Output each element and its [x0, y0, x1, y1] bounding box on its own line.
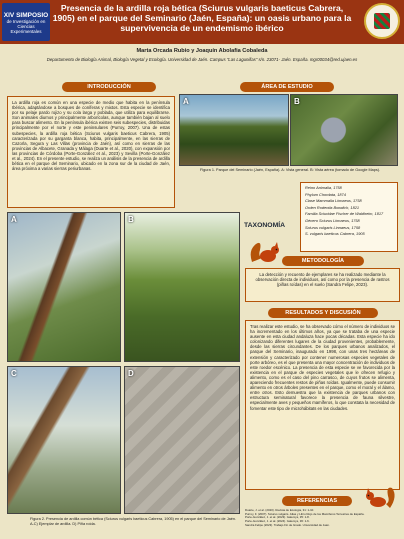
reference-item: Sandra Felipe (2023). Trabajo Fin de Grado. Universidad de Jaén. — [245, 522, 330, 527]
reference-item: Porte-González, J. et al. (2023). Galemys, 35: 1-8. — [245, 515, 310, 520]
figure2-photo-b — [124, 212, 240, 362]
poster-title: Presencia de la ardilla roja bética (Sciurus vulgaris baeticus Cabrera, 1905) en el parque del Seminario (Jaén, España): un oasis urbano para la supervivencia de un endemismo ibérico — [52, 3, 352, 34]
affiliation: Departamento de Biología Animal, Biología Vegetal y Ecología. Universidad de Jaén. Campus "Las Lagunillas" s/n. 23071- Jaén. España. mgr00034@red.ujaen.es — [46, 57, 358, 62]
taxonomy-item: Orden Rodentia Bowdich, 1821 — [305, 204, 360, 210]
method-heading: METODOLOGÍA — [282, 256, 364, 266]
squirrel-icon — [360, 484, 400, 510]
taxonomy-item: Reino Animalia, 1758 — [305, 185, 342, 190]
results-heading: RESULTADOS Y DISCUSIÓN — [268, 308, 378, 318]
taxonomy-item: S. vulgaris baeticus Cabrera, 1905 — [305, 231, 365, 237]
taxonomy-item: Familia Sciuridae Fischer de Waldheim, 1817 — [305, 211, 384, 217]
photo-label: C — [11, 369, 17, 378]
photo-label: B — [294, 97, 300, 106]
photo-label: D — [128, 369, 134, 378]
figure1-photo-a — [179, 94, 289, 166]
logo-line-1: XIV SIMPOSIO — [3, 12, 49, 19]
photo-label: B — [128, 215, 134, 224]
reference-item: Purroy, F. (2007). Sciurus vulgaris. Atlas y Libro Rojo de los Mamíferos Terrestres de España. — [245, 511, 365, 516]
figure2-photo-c — [7, 366, 121, 514]
reference-item: Duarte, J. et al. (2020). Revista de Ecología, 31: 1-10. — [245, 509, 315, 512]
refs-heading: REFERENCIAS — [282, 496, 352, 506]
reference-item: Porte-González, J. et al. (2024). Galemys, 36: 1-6. — [245, 519, 310, 524]
authors: Marta Orcada Rubio y Joaquín Abolafia Cobaleda — [136, 48, 268, 54]
university-seal — [364, 3, 400, 39]
references-list — [245, 509, 400, 537]
figure1-caption: Figura 1. Parque del Seminario (Jaén, España). A: Vista general. B: Vista aérea (tomado de Google Maps). — [200, 168, 381, 172]
photo-label: A — [11, 215, 17, 224]
taxonomy-item: Género Sciurus Linnaeus, 1758 — [305, 217, 360, 223]
figure2-photo-a — [7, 212, 121, 362]
header-banner — [0, 0, 404, 44]
taxonomy-heading: TAXONOMÍA — [244, 222, 286, 229]
method-text: La detección y recuento de ejemplares se ha realizado mediante la observación directa de individuos, así como por la presencia de rastros (piñas roídas) en el suelo (Sandra Felipe, 2023). — [245, 268, 400, 302]
figure1-photo-b — [290, 94, 398, 166]
intro-heading: INTRODUCCIÓN — [62, 82, 156, 92]
taxonomy-list — [300, 182, 398, 252]
taxonomy-item: Sciurus vulgaris Linnaeus, 1758 — [305, 224, 361, 230]
photo-label: A — [183, 97, 189, 106]
logo-line-2: de Investigación en Ciencias Experimentales — [6, 19, 46, 34]
intro-text: La ardilla roja es común en una especie de medio que habita en la península Ibérica, adaptándose a bosques de coníferas y mixtos. Esta especie se identifica por su pelaje pardo rojizo y su cola larga y poblada, que utiliza para equilibrarse. Son animales diurnos y principalmente arborícolas, aunque también bajan al suelo para buscar alimento. En la península ibérica existen seis subespecies, distribuidas principalmente por el norte y este peninsulares (Purroy, 2007). Una de estas subespecies, la ardilla roja bética (Sciurus vulgaris baeticus Cabrera, 1905) caracterizada por su garganta blanca, habita, principalmente, en las sierras de Cazorla, Segura y Las Villas (provincia de Jaén), así como en sierras de las provincias de Albacete, Granada y Málaga (Duarte et al., 2020), con expansión por las provincias de Córdoba (Porte-González et al., 2023) y Sevilla (Porte-González et al., 2024). En el presente estudio, se realiza un análisis de la presencia de ardilla bética en el parque del Seminario, ubicado en la zona sur de la ciudad de Jaén, área próxima a varias sierras periurbanas. — [7, 96, 175, 208]
figure2-caption: Figura 2. Presencia de ardilla común bética (Sciurus vulgaris baeticus Cabrera, 1905) en el parque del Seminario de Jaén. A-C) Ejemplar de ardilla. D) Piña roída. — [30, 517, 236, 526]
figure2-photo-d — [124, 366, 240, 514]
results-text: Tras realizar este estudio, se ha observado cómo el número de individuos se ha incrementado en los últimos años, ya que se trataba de una especie ausente en esta ciudad andaluza hace pocas décadas. Esta especie ha ido colonizando diferentes lugares de la ciudad provenientes, probablemente, desde las sierras circundantes. De los parques urbanos analizados, el parque del Seminario, inaugurado en 1998, con unas tres hectáreas de extensión y caracterizado por contener numerosas especies vegetales de porte arbóreo, es el que presenta una mayor concentración de individuos de este roedor escénico. La presencia de esta especie se ve favorecida por la existencia en el parque de especies vegetales que le ofrecen refugio y alimento, como es el caso del pino carrasco, de cuyos frutos se alimenta, apareciendo frecuentes restos de piñas roídas. Igualmente, puede consumir alimento en otros árboles presentes en el parque, como el moral y el álamo, entre otros. Esto demuestra que la existencia de parques urbanos con estructura seminatural favorece la presencia de fauna silvestre, especialmente aves y pequeños mamíferos, lo que constata la necesidad de fomentar este tipo de microhábitats en las ciudades. — [245, 320, 400, 490]
taxonomy-item: Clase Mammalia Linnaeus, 1758 — [305, 198, 362, 204]
symposium-logo — [2, 3, 50, 41]
taxonomy-item: Phylum Chordata, 1874 — [305, 191, 346, 197]
squirrel-illustration — [244, 236, 284, 266]
area-heading: ÁREA DE ESTUDIO — [240, 82, 334, 92]
